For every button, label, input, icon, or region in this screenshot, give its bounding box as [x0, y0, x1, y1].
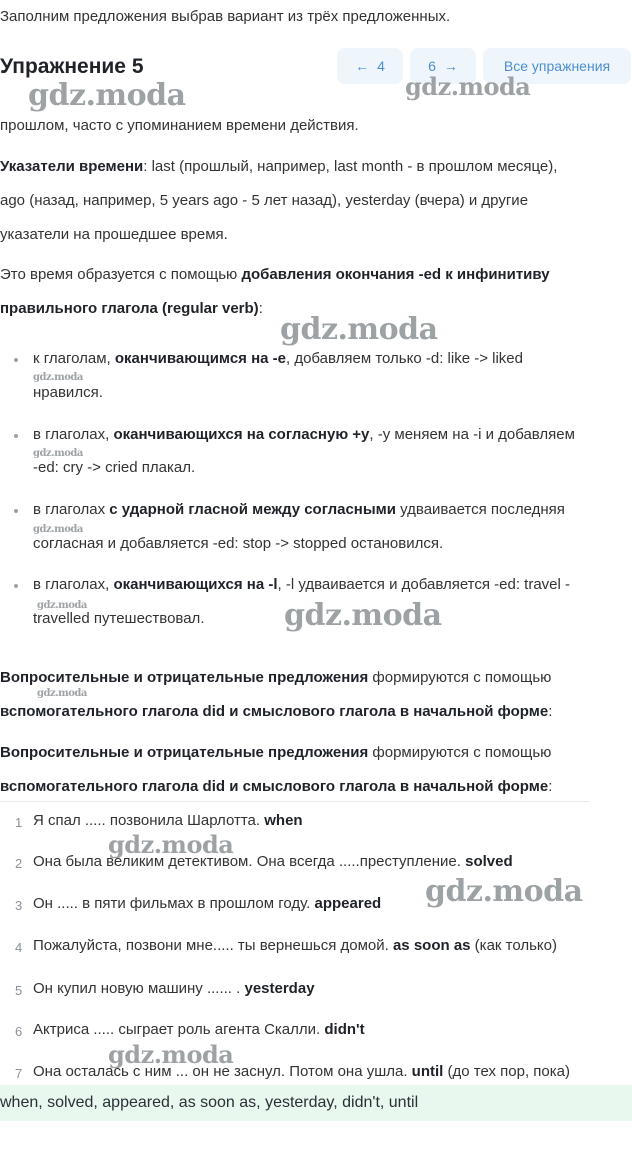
watermark: gdz.moda — [37, 688, 87, 699]
watermark: gdz.moda — [425, 874, 583, 909]
bullet-dot — [14, 434, 18, 438]
bullet-item: в глаголах с ударной гласной между согласными удваивается последняя — [33, 501, 565, 518]
bullet-item-continued: travelled путешествовал. — [33, 610, 205, 627]
intro-text: Заполним предложения выбрав вариант из трёх предложенных. — [0, 8, 451, 25]
bullet-item: к глаголам, оканчивающимся на -е, добавляем только -d: like -> liked — [33, 350, 523, 367]
list-item: Он ..... в пяти фильмах в прошлом году. appeared — [33, 895, 382, 912]
bullet-item-continued: -ed: cry -> cried плакал. — [33, 459, 196, 476]
arrow-right-icon: → — [443, 58, 458, 74]
watermark: gdz.moda — [28, 78, 186, 113]
bullet-item-continued: согласная и добавляется -ed: stop -> stopped остановился. — [33, 535, 444, 552]
all-exercises-button[interactable]: Все упражнения — [483, 48, 631, 84]
rule-text: Вопросительные и отрицательные предложения формируются с помощью — [0, 669, 552, 686]
divider — [0, 801, 590, 802]
rule-text: вспомогательного глагола did и смыслового глагола в начальной форме: — [0, 703, 553, 720]
item-number: 4 — [15, 940, 23, 955]
watermark: gdz.moda — [33, 448, 83, 459]
watermark: gdz.moda — [108, 1040, 234, 1069]
rule-text: вспомогательного глагола did и смыслового глагола в начальной форме: — [0, 778, 553, 795]
watermark: gdz.moda — [108, 830, 234, 859]
item-number: 2 — [15, 856, 23, 871]
answer-box: when, solved, appeared, as soon as, yesterday, didn't, until — [0, 1085, 632, 1121]
rule-text: прошлом, часто с упоминанием времени действия. — [0, 117, 359, 134]
item-number: 5 — [15, 983, 23, 998]
bullet-item: в глаголах, оканчивающихся на -l, -l удваивается и добавляется -ed: travel - — [33, 576, 571, 593]
watermark: gdz.moda — [37, 600, 87, 611]
bullet-dot — [14, 584, 18, 588]
bullet-item-continued: нравился. — [33, 384, 103, 401]
item-number: 7 — [15, 1066, 23, 1081]
watermark: gdz.moda — [284, 598, 442, 633]
item-number: 6 — [15, 1024, 23, 1039]
watermark: gdz.moda — [33, 372, 83, 383]
next-exercise-number: 6 — [428, 58, 436, 74]
rule-text: правильного глагола (regular verb): — [0, 300, 263, 317]
list-item: Она осталась с ним ... он не заснул. Потом она ушла. until (до тех пор, пока) — [33, 1063, 570, 1080]
watermark: gdz.moda — [280, 312, 438, 347]
watermark: gdz.moda — [33, 524, 83, 535]
list-item: Я спал ..... позвонила Шарлотта. when — [33, 812, 303, 829]
watermark: gdz.moda — [405, 72, 531, 101]
bullet-item: в глаголах, оканчивающихся на согласную +у, -у меняем на -i и добавляем — [33, 426, 575, 443]
item-number: 3 — [15, 898, 23, 913]
item-number: 1 — [15, 815, 23, 830]
list-item: Пожалуйста, позвони мне..... ты вернешься домой. as soon as (как только) — [33, 937, 557, 954]
list-item: Она была великим детективом. Она всегда .....преступление. solved — [33, 853, 513, 870]
prev-exercise-number: 4 — [377, 58, 385, 74]
bullet-dot — [14, 358, 18, 362]
rule-text: Вопросительные и отрицательные предложения формируются с помощью — [0, 744, 552, 761]
page-title: Упражнение 5 — [0, 55, 144, 78]
bullet-dot — [14, 509, 18, 513]
prev-exercise-button[interactable] — [337, 48, 403, 84]
rule-text: Это время образуется с помощью добавления окончания -ed к инфинитиву — [0, 266, 550, 283]
arrow-left-icon: ← — [355, 58, 370, 74]
rule-text: Указатели времени: last (прошлый, например, last month - в прошлом месяце), — [0, 158, 558, 175]
rule-text: ago (назад, например, 5 years ago - 5 лет назад), yesterday (вчера) и другие — [0, 192, 529, 209]
rule-text: указатели на прошедшее время. — [0, 226, 228, 243]
list-item: Актриса ..... сыграет роль агента Скалли. didn't — [33, 1021, 365, 1038]
list-item: Он купил новую машину ...... . yesterday — [33, 980, 315, 997]
